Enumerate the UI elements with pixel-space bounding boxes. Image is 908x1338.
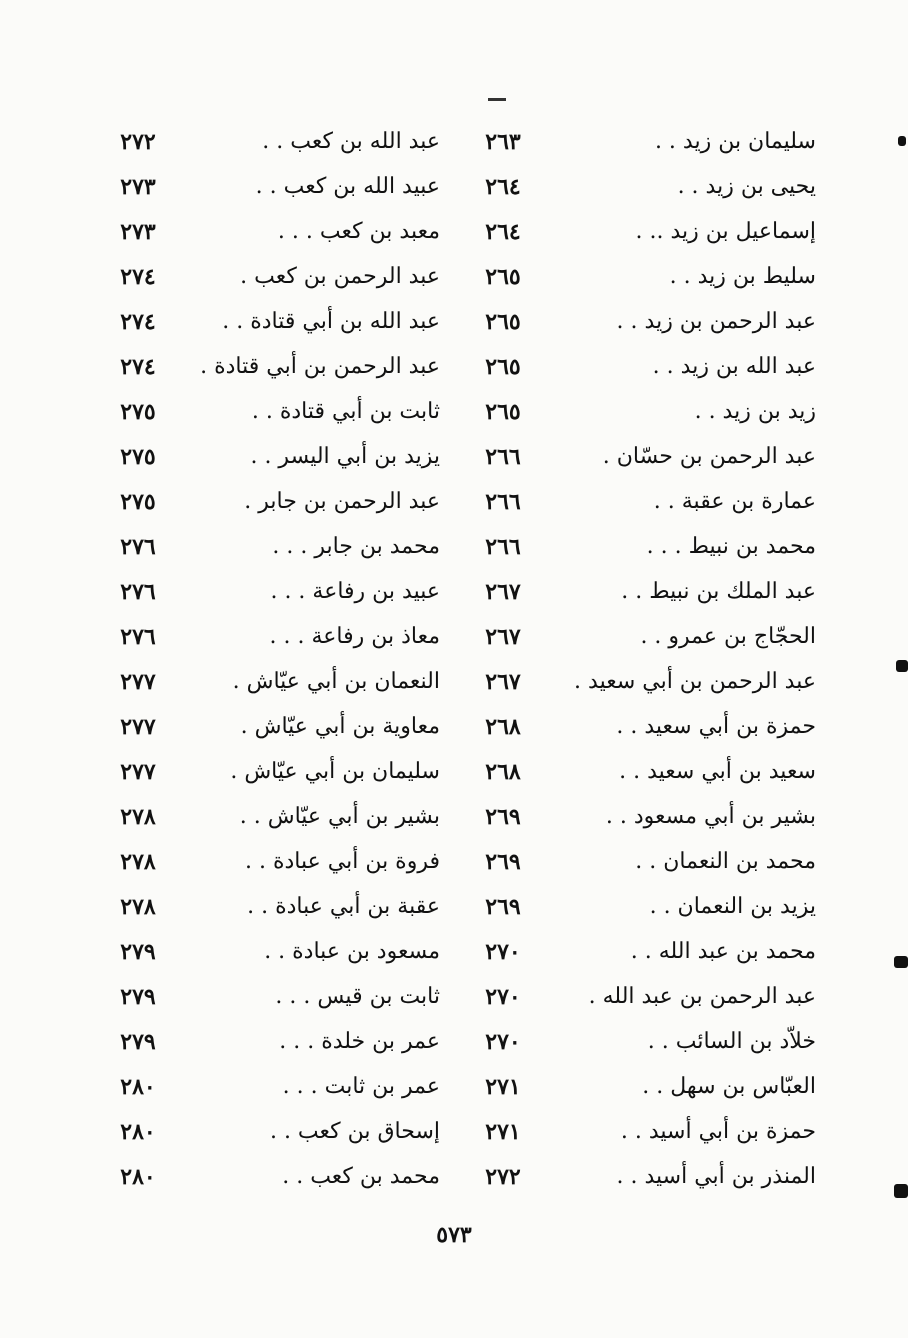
right-name: حمزة بن أبي سعيد . . — [616, 714, 816, 739]
left-name: ثابت بن قيس . . . — [275, 984, 440, 1009]
index-row — [0, 305, 908, 350]
right-page-number: ٢٦٩ — [485, 804, 521, 830]
index-row — [0, 980, 908, 1025]
left-page-number: ٢٧٥ — [120, 489, 156, 515]
left-name: معاوية بن أبي عيّاش . — [240, 714, 440, 739]
index-row — [0, 485, 908, 530]
right-name: حمزة بن أبي أسيد . . — [620, 1119, 816, 1144]
right-name: عبد الرحمن بن أبي سعيد . — [574, 669, 816, 694]
left-name: محمد بن جابر . . . — [272, 534, 440, 559]
right-page-number: ٢٦٧ — [485, 669, 521, 695]
left-name: النعمان بن أبي عيّاش . — [232, 669, 440, 694]
index-row — [0, 1070, 908, 1115]
right-name: العبّاس بن سهل . . — [642, 1074, 816, 1099]
right-name: إسماعيل بن زيد .. . — [635, 219, 816, 244]
left-page-number: ٢٧٩ — [120, 984, 156, 1010]
right-page-number: ٢٦٦ — [485, 489, 521, 515]
right-name: زيد بن زيد . . — [694, 399, 816, 424]
left-page-number: ٢٧٥ — [120, 444, 156, 470]
index-row — [0, 125, 908, 170]
left-name: معبد بن كعب . . . — [277, 219, 440, 244]
left-page-number: ٢٨٠ — [120, 1164, 156, 1190]
left-page-number: ٢٧٧ — [120, 669, 156, 695]
left-page-number: ٢٧٣ — [120, 219, 156, 245]
index-row — [0, 530, 908, 575]
left-page-number: ٢٨٠ — [120, 1119, 156, 1145]
edge-mark — [894, 956, 908, 968]
right-page-number: ٢٦٩ — [485, 849, 521, 875]
right-name: الحجّاج بن عمرو . . — [640, 624, 816, 649]
index-row — [0, 620, 908, 665]
right-name: عبد الرحمن بن عبد الله . — [588, 984, 816, 1009]
left-name: عبد الرحمن بن جابر . — [244, 489, 440, 514]
right-name: المنذر بن أبي أسيد . . — [616, 1164, 816, 1189]
right-page-number: ٢٦٤ — [485, 174, 521, 200]
edge-mark — [894, 1184, 908, 1198]
left-name: عمر بن ثابت . . . — [282, 1074, 440, 1099]
right-page-number: ٢٦٥ — [485, 399, 521, 425]
index-row — [0, 1025, 908, 1070]
right-name: سليط بن زيد . . — [669, 264, 816, 289]
right-name: عبد الرحمن بن حسّان . — [602, 444, 816, 469]
left-page-number: ٢٧٤ — [120, 309, 156, 335]
index-row — [0, 1160, 908, 1205]
right-page-number: ٢٦٣ — [485, 129, 521, 155]
right-page-number: ٢٦٦ — [485, 444, 521, 470]
index-row — [0, 935, 908, 980]
right-name: سليمان بن زيد . . — [654, 129, 816, 154]
left-name: ثابت بن أبي قتادة . . — [251, 399, 440, 424]
left-name: مسعود بن عبادة . . — [264, 939, 440, 964]
right-name: عبد الملك بن نبيط . . — [621, 579, 816, 604]
left-name: فروة بن أبي عبادة . . — [245, 849, 440, 874]
right-page-number: ٢٧١ — [485, 1074, 521, 1100]
right-page-number: ٢٦٤ — [485, 219, 521, 245]
right-page-number: ٢٧٠ — [485, 939, 521, 965]
index-row — [0, 665, 908, 710]
right-page-number: ٢٧٢ — [485, 1164, 521, 1190]
left-page-number: ٢٧٨ — [120, 894, 156, 920]
left-name: عقبة بن أبي عبادة . . — [247, 894, 440, 919]
left-name: عبد الله بن كعب . . — [262, 129, 440, 154]
left-page-number: ٢٧٥ — [120, 399, 156, 425]
index-row — [0, 1115, 908, 1160]
left-name: سليمان بن أبي عيّاش . — [230, 759, 440, 784]
left-name: عبد الرحمن بن أبي قتادة . — [200, 354, 440, 379]
left-page-number: ٢٧٢ — [120, 129, 156, 155]
left-page-number: ٢٧٤ — [120, 354, 156, 380]
right-name: سعيد بن أبي سعيد . . — [619, 759, 816, 784]
right-page-number: ٢٧٠ — [485, 984, 521, 1010]
index-row — [0, 845, 908, 890]
left-page-number: ٢٧٨ — [120, 849, 156, 875]
index-row — [0, 440, 908, 485]
left-page-number: ٢٧٦ — [120, 579, 156, 605]
index-row — [0, 755, 908, 800]
left-page-number: ٢٧٤ — [120, 264, 156, 290]
left-page-number: ٢٧٣ — [120, 174, 156, 200]
left-name: يزيد بن أبي اليسر . . — [250, 444, 440, 469]
left-page-number: ٢٧٨ — [120, 804, 156, 830]
right-name: بشير بن أبي مسعود . . — [605, 804, 816, 829]
left-page-number: ٢٧٦ — [120, 534, 156, 560]
index-row — [0, 710, 908, 755]
right-name: عبد الله بن زيد . . — [652, 354, 816, 379]
left-name: عبيد بن رفاعة . . . — [270, 579, 440, 604]
left-name: عبد الرحمن بن كعب . — [240, 264, 440, 289]
right-name: محمد بن عبد الله . . — [630, 939, 816, 964]
index-row — [0, 890, 908, 935]
right-page-number: ٢٦٥ — [485, 309, 521, 335]
right-name: عمارة بن عقبة . . — [653, 489, 816, 514]
right-name: يزيد بن النعمان . . — [649, 894, 816, 919]
left-page-number: ٢٧٧ — [120, 714, 156, 740]
right-page-number: ٢٦٧ — [485, 579, 521, 605]
index-row — [0, 350, 908, 395]
right-name: عبد الرحمن بن زيد . . — [616, 309, 816, 334]
right-page-number: ٢٦٥ — [485, 354, 521, 380]
right-page-number: ٢٦٧ — [485, 624, 521, 650]
edge-mark — [898, 136, 906, 146]
index-row — [0, 215, 908, 260]
header-dash — [488, 98, 506, 101]
left-page-number: ٢٧٩ — [120, 939, 156, 965]
right-name: محمد بن نبيط . . . — [646, 534, 816, 559]
edge-mark — [896, 660, 908, 672]
page-number: ٥٧٣ — [436, 1222, 472, 1248]
index-row — [0, 260, 908, 305]
index-rows — [0, 125, 908, 1205]
right-name: خلاّد بن السائب . . — [647, 1029, 816, 1054]
right-page-number: ٢٧٠ — [485, 1029, 521, 1055]
index-row — [0, 575, 908, 620]
left-page-number: ٢٨٠ — [120, 1074, 156, 1100]
right-page-number: ٢٦٦ — [485, 534, 521, 560]
right-page-number: ٢٦٥ — [485, 264, 521, 290]
right-name: يحيى بن زيد . . — [677, 174, 816, 199]
left-name: عبد الله بن أبي قتادة . . — [222, 309, 440, 334]
right-page-number: ٢٦٩ — [485, 894, 521, 920]
left-page-number: ٢٧٦ — [120, 624, 156, 650]
index-row — [0, 395, 908, 440]
left-name: محمد بن كعب . . — [282, 1164, 440, 1189]
right-name: محمد بن النعمان . . — [635, 849, 816, 874]
right-page-number: ٢٧١ — [485, 1119, 521, 1145]
right-page-number: ٢٦٨ — [485, 759, 521, 785]
right-page-number: ٢٦٨ — [485, 714, 521, 740]
left-name: عمر بن خلدة . . . — [279, 1029, 440, 1054]
left-page-number: ٢٧٩ — [120, 1029, 156, 1055]
left-name: إسحاق بن كعب . . — [269, 1119, 440, 1144]
index-row — [0, 170, 908, 215]
left-page-number: ٢٧٧ — [120, 759, 156, 785]
left-name: معاذ بن رفاعة . . . — [269, 624, 440, 649]
index-row — [0, 800, 908, 845]
left-name: عبيد الله بن كعب . . — [255, 174, 440, 199]
left-name: بشير بن أبي عيّاش . . — [239, 804, 440, 829]
